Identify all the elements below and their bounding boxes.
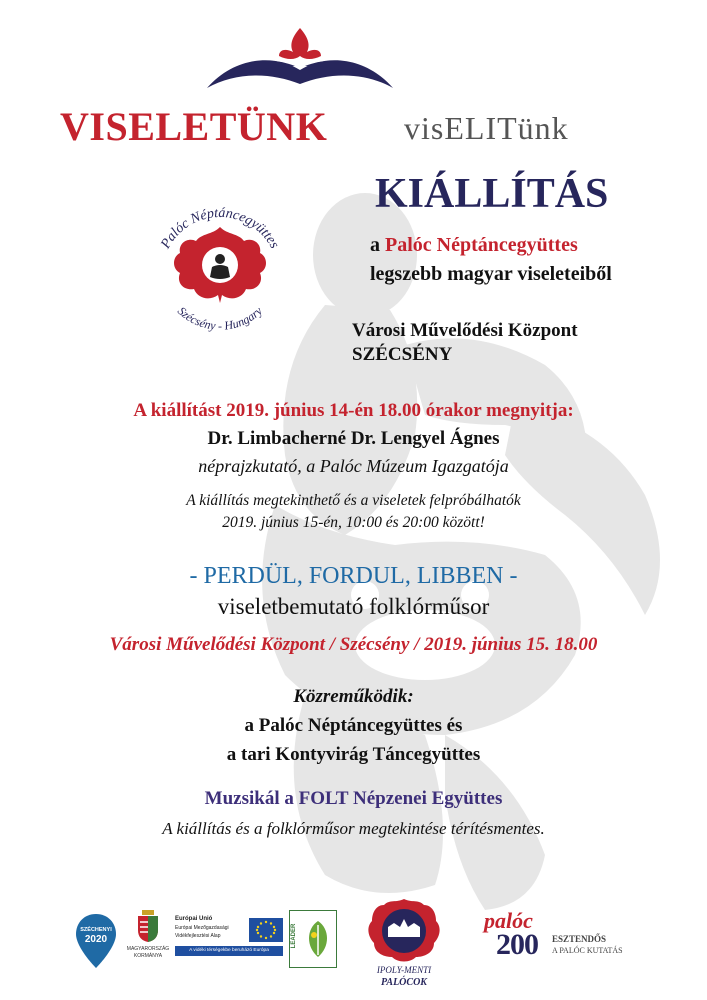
- paloc-neptancegyuttes-logo: [140, 185, 300, 345]
- paloc-word: palóc: [484, 908, 533, 933]
- show-title: - PERDÜL, FORDUL, LIBBEN -: [189, 563, 518, 589]
- show-subtitle: viseletbemutató folklórműsor: [217, 594, 490, 619]
- music-credit: Muzsikál a FOLT Népzenei Együttes: [204, 788, 503, 809]
- coat-of-arms-icon: [128, 908, 168, 944]
- leader-text: LEADER: [291, 923, 297, 949]
- leader-logo: [289, 910, 337, 968]
- eu-text-line2: Európai Mezőgazdasági: [175, 925, 229, 931]
- venue-city: SZÉCSÉNY: [352, 344, 453, 365]
- title-viseletunk: VISELETÜNK: [60, 104, 328, 149]
- ipoly-menti-palocok-logo: [364, 895, 444, 995]
- flower-badge-icon: [364, 895, 444, 965]
- viewing-info-line2: 2019. június 15-én, 10:00 és 20:00 között!: [222, 514, 485, 531]
- eu-flag-icon: [249, 918, 283, 942]
- headline-kiallitas: KIÁLLÍTÁS: [375, 171, 609, 217]
- hungarian-government-logo: [128, 908, 168, 968]
- folk-ornament-icon: [205, 26, 395, 96]
- paloc200-text-line2: A PALÓC KUTATÁS: [552, 946, 623, 955]
- speaker-role: néprajzkutató, a Palóc Múzeum Igazgatója: [198, 456, 509, 476]
- title-viselitunk: visELITünk: [404, 110, 569, 146]
- eu-fund-logo: [175, 914, 285, 966]
- eu-banner: A vidéki térségekbe beruházó Európa: [175, 946, 283, 956]
- szechenyi-text: SZÉCHENYI: [80, 927, 112, 933]
- leaf-icon: [304, 919, 332, 959]
- eu-text-line1: Európai Unió: [175, 916, 213, 922]
- szechenyi-year: 2020: [84, 934, 108, 945]
- free-admission-note: A kiállítás és a folklórműsor megtekintése térítésmentes.: [162, 819, 545, 838]
- subtitle-group-name: Palóc Néptáncegyüttes: [385, 234, 578, 256]
- opening-speaker: Dr. Limbacherné Dr. Lengyel Ágnes: [207, 428, 500, 449]
- venue-name: Városi Művelődési Központ: [352, 320, 578, 341]
- subtitle-prefix: a: [370, 234, 385, 256]
- ipoly-text-line1: IPOLY-MENTI: [376, 965, 432, 975]
- government-text-line1: MAGYARORSZÁG: [126, 946, 170, 952]
- subtitle-line2: legszebb magyar viseleteiből: [370, 263, 612, 285]
- paloc-200-logo: [484, 908, 659, 968]
- subtitle-line1: [370, 234, 578, 257]
- eu-text-line3: Vidékfejlesztési Alap: [175, 933, 221, 939]
- ipoly-text-line2: PALÓCOK: [381, 977, 427, 988]
- participants-heading: Közreműködik:: [293, 686, 414, 707]
- logo-bottom-text: Szécsény - Hungary: [175, 303, 265, 333]
- paloc200-text-line1: ESZTENDŐS: [552, 934, 607, 944]
- participant-line2: a tari Kontyvirág Táncegyüttes: [226, 744, 481, 765]
- participant-line1: a Palóc Néptáncegyüttes és: [244, 715, 463, 736]
- svg-text:Szécsény - Hungary: [175, 303, 265, 333]
- viewing-info-line1: A kiállítás megtekinthető és a viseletek felpróbálhatók: [186, 492, 521, 509]
- show-location: Városi Művelődési Központ / Szécsény / 2019. június 15. 18.00: [109, 634, 598, 655]
- szechenyi-2020-logo: [74, 912, 118, 970]
- paloc-200-number: 200: [496, 928, 538, 961]
- logo-top-text: Palóc Néptáncegyüttes: [158, 205, 282, 252]
- opening-announcement: A kiállítást 2019. június 14-én 18.00 órakor megnyitja:: [133, 400, 574, 421]
- government-text-line2: KORMÁNYA: [133, 953, 163, 959]
